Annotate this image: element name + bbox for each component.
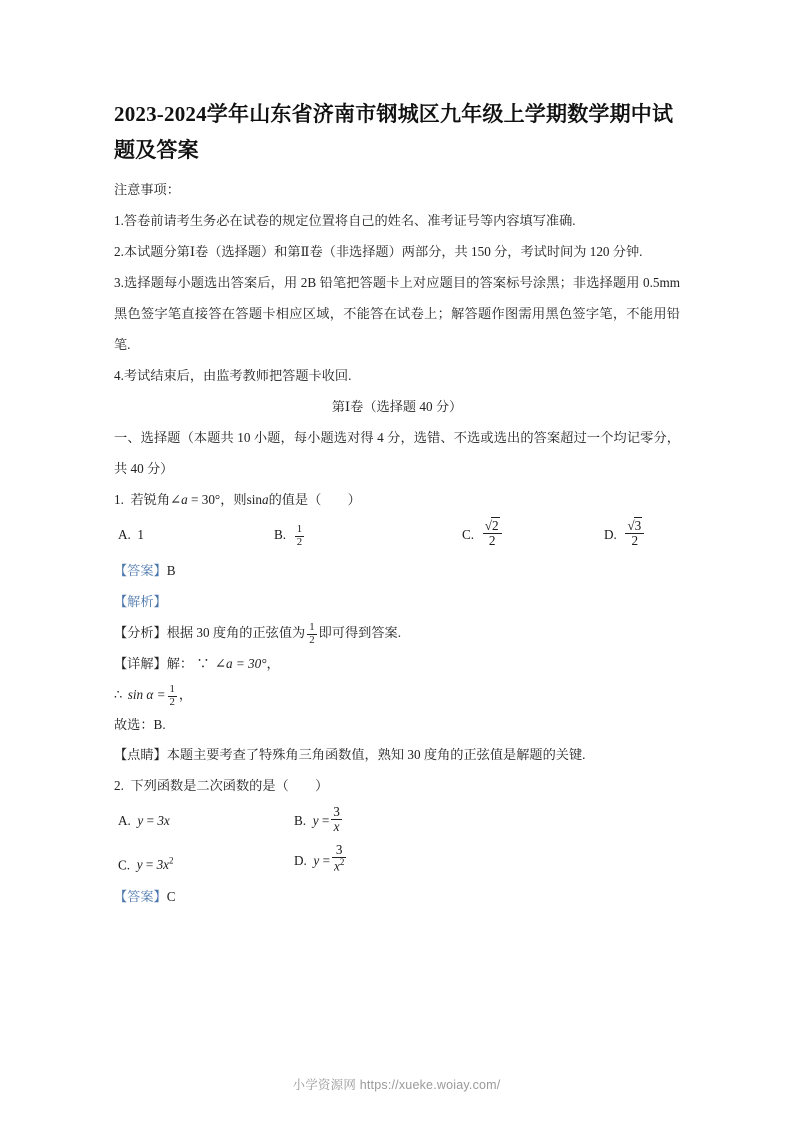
answer-value: B bbox=[166, 563, 176, 578]
footer-url: https://xueke.woiay.com/ bbox=[359, 1078, 501, 1092]
therefore-icon: ∴ bbox=[114, 687, 123, 702]
option-c-label: C. bbox=[462, 527, 475, 542]
question-2-options-row-2 bbox=[114, 841, 680, 881]
question-1-answer bbox=[114, 555, 680, 586]
answer-marker: 【答案】 bbox=[114, 889, 167, 904]
question-1-comma: ，则 bbox=[220, 492, 247, 507]
option-d-fraction: $\frac{3}{x^2}$ bbox=[334, 842, 345, 874]
fenxi-marker: 【分析】 bbox=[114, 625, 167, 640]
option-a-eq: = bbox=[146, 813, 155, 828]
section-heading: 第Ⅰ卷（选择题 40 分） bbox=[331, 399, 463, 414]
question-1-analysis-marker bbox=[114, 586, 680, 617]
notice-item-4: 4.考试结束后，由监考教师把答题卡收回. bbox=[114, 368, 352, 383]
notice-item-2: 2.本试题分第Ⅰ卷（选择题）和第Ⅱ卷（非选择题）两部分，共 150 分，考试时间为 120 分钟. bbox=[114, 244, 643, 259]
question-1-value: 30° bbox=[201, 492, 221, 507]
fenxi-pre: 根据 30 度角的正弦值为 bbox=[166, 625, 306, 640]
question-1-xiangjie-line1 bbox=[114, 648, 680, 679]
xiangjie-lead: 解： bbox=[166, 656, 194, 671]
option-a-rhs: 3x bbox=[157, 813, 170, 828]
question-1-var: a bbox=[261, 492, 269, 507]
option-c-label: C. bbox=[118, 857, 131, 873]
option-b-label: B. bbox=[274, 527, 287, 542]
xiangjie-fraction: $\frac{1}{2}$ bbox=[169, 683, 175, 708]
because-icon: ∵ bbox=[196, 656, 210, 671]
xiangjie-line2-end: ， bbox=[178, 687, 193, 702]
xiangjie-math-1: ∠a = 30° bbox=[214, 656, 267, 671]
section-instruction: 一、选择题（本题共 10 小题，每小题选对得 4 分，选错、不选或选出的答案超过一个均记零分，共 40 分） bbox=[114, 430, 680, 476]
option-a-lhs: y bbox=[137, 813, 144, 828]
footer-site-name: 小学资源网 bbox=[292, 1078, 357, 1092]
document-content bbox=[114, 96, 680, 912]
question-2-number: 2. bbox=[114, 778, 124, 793]
option-d-lhs: y bbox=[313, 853, 320, 868]
question-1-fn: sin bbox=[246, 492, 262, 507]
analysis-marker: 【解析】 bbox=[114, 594, 167, 609]
xiangjie-line1-end: ， bbox=[266, 656, 280, 671]
question-1-option-d[interactable] bbox=[604, 515, 646, 555]
notice-heading: 注意事项： bbox=[114, 182, 180, 197]
option-d-exponent: 2 bbox=[339, 857, 345, 868]
option-b-fraction: $\frac{1}{2}$ bbox=[296, 523, 303, 548]
option-c-rhs: 3x bbox=[156, 857, 170, 873]
option-c-eq: = bbox=[145, 857, 154, 873]
question-2-stem bbox=[114, 770, 680, 801]
page-title: 2023-2024学年山东省济南市钢城区九年级上学期数学期中试题及答案 bbox=[114, 102, 674, 162]
question-2-stem-text: 下列函数是二次函数的是（ ） bbox=[130, 778, 329, 793]
question-2-answer bbox=[114, 881, 680, 912]
dianjing-text: 本题主要考查了特殊角三角函数值，熟知 30 度角的正弦值是解题的关键. bbox=[166, 747, 586, 762]
question-2-option-b[interactable] bbox=[294, 801, 344, 841]
answer-marker: 【答案】 bbox=[114, 563, 167, 578]
question-1-number: 1. bbox=[114, 492, 124, 507]
question-1-dianjing bbox=[114, 739, 680, 770]
option-d-eq: = bbox=[322, 853, 331, 868]
option-b-lhs: y bbox=[312, 813, 319, 828]
question-1-angle: ∠a bbox=[170, 492, 188, 507]
sqrt-icon: √2 bbox=[483, 519, 502, 534]
question-1-stem bbox=[114, 484, 680, 515]
option-b-eq: = bbox=[321, 813, 330, 828]
fenxi-fraction: $\frac{1}{2}$ bbox=[309, 621, 315, 646]
question-1-option-a[interactable] bbox=[118, 515, 144, 555]
option-d-label: D. bbox=[604, 527, 617, 542]
question-1-stem-prefix: 若锐角 bbox=[130, 492, 171, 507]
footer-watermark bbox=[0, 1075, 793, 1093]
question-1-option-c[interactable] bbox=[462, 515, 504, 555]
option-d-label: D. bbox=[294, 853, 307, 868]
question-1-fenxi bbox=[114, 617, 680, 648]
notice-item-1: 1.答卷前请考生务必在试卷的规定位置将自己的姓名、准考证号等内容填写准确. bbox=[114, 213, 576, 228]
option-b-fraction: $\frac{3}{x}$ bbox=[333, 803, 340, 834]
question-1-xiangjie-line2 bbox=[114, 679, 680, 710]
question-2-option-d[interactable] bbox=[294, 841, 348, 881]
option-a-value: 1 bbox=[137, 527, 145, 542]
question-1-stem-suffix: 的值是（ ） bbox=[268, 492, 361, 507]
question-1-options bbox=[114, 515, 680, 555]
question-1-equals: = bbox=[191, 492, 199, 507]
dianjing-marker: 【点睛】 bbox=[114, 747, 167, 762]
question-2-option-c[interactable] bbox=[118, 841, 174, 885]
option-c-lhs: y bbox=[136, 857, 143, 873]
option-c-exponent: 2 bbox=[169, 856, 174, 866]
question-1-option-b[interactable] bbox=[274, 515, 306, 555]
question-2-option-a[interactable] bbox=[118, 801, 170, 841]
option-a-label: A. bbox=[118, 527, 131, 542]
question-1-conclusion: 故选：B. bbox=[114, 717, 166, 732]
option-c-fraction: $\frac{√2}{2}$ bbox=[483, 519, 502, 549]
option-a-label: A. bbox=[118, 813, 131, 828]
answer-value: C bbox=[166, 889, 176, 904]
xiangjie-math-2: sin α = bbox=[127, 687, 166, 702]
option-b-label: B. bbox=[294, 813, 307, 828]
fenxi-post: 即可得到答案. bbox=[318, 625, 402, 640]
notice-item-3: 3.选择题每小题选出答案后，用 2B 铅笔把答题卡上对应题目的答案标号涂黑；非选择题用 0.5mm 黑色签字笔直接答在答题卡相应区域，不能答在试卷上；解答题作图需用黑色签字笔，不能用铅笔. bbox=[114, 275, 680, 352]
xiangjie-marker: 【详解】 bbox=[114, 656, 167, 671]
sqrt-icon: √3 bbox=[625, 519, 644, 534]
option-d-fraction: $\frac{√3}{2}$ bbox=[625, 519, 644, 549]
question-2-options-row-1 bbox=[114, 801, 680, 841]
